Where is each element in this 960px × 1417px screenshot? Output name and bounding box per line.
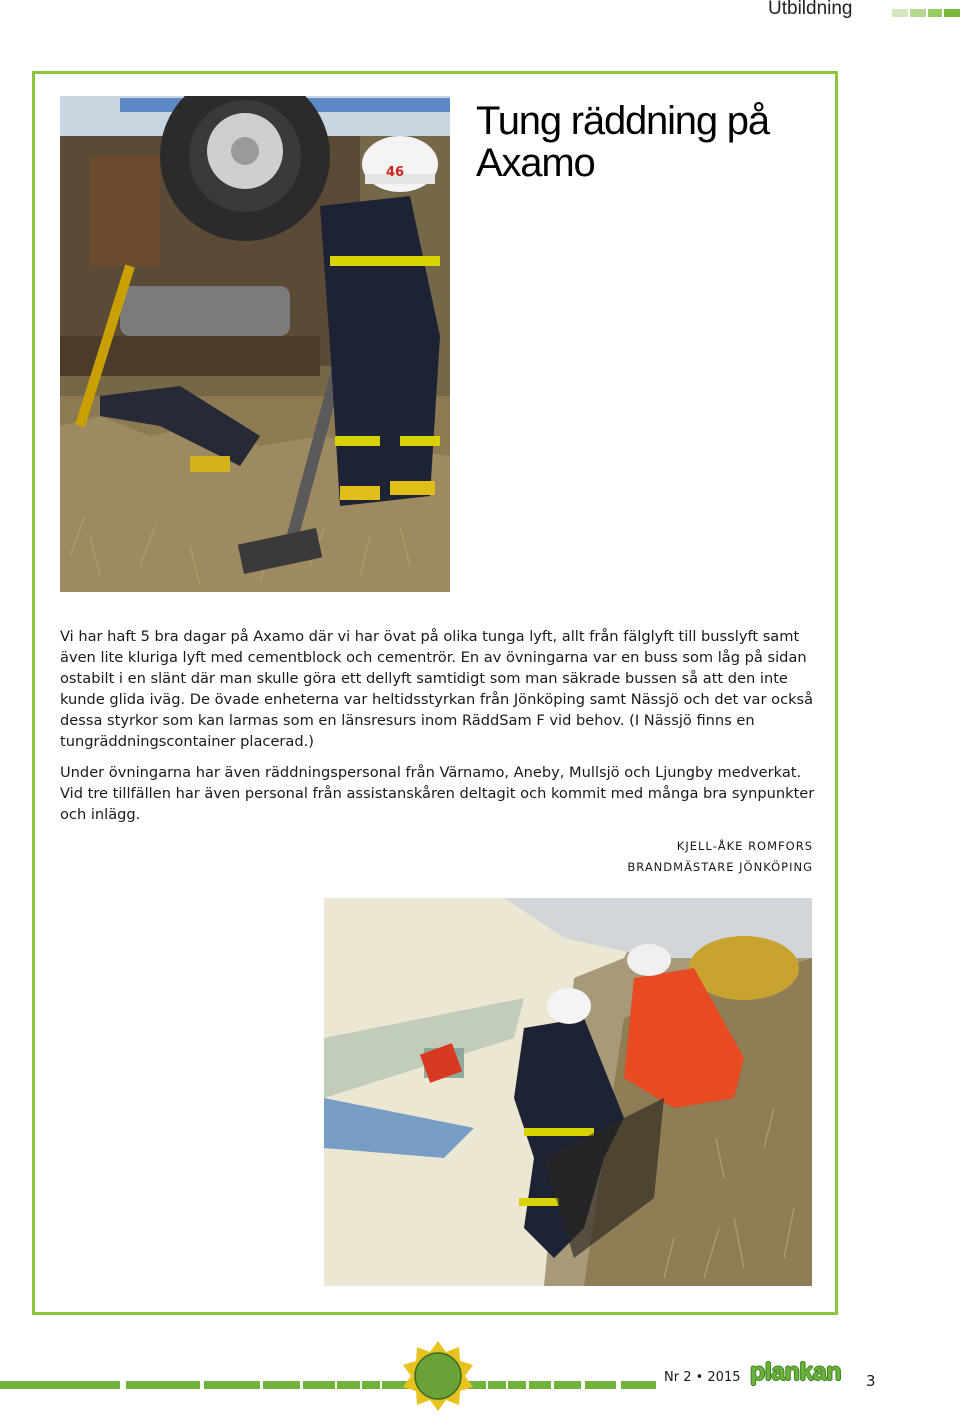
article-body bbox=[60, 626, 820, 835]
helmet-number: 46 bbox=[386, 165, 405, 180]
author-role: BRANDMÄSTARE JÖNKÖPING bbox=[627, 860, 813, 874]
article-paragraph-1: Vi har haft 5 bra dagar på Axamo där vi har övat på olika tunga lyft, allt från fälglyft till busslyft samt även lite kluriga lyft med cementblock och cementrör. En av övningarna var en buss som låg på sidan ostabilt i en slänt där man skulle göra ett dellyft samtidigt som man säkrade bussen så att den inte kunde glida iväg. De övade enheterna var heltidsstyrkan från Jönköping samt Nässjö och det var också dessa styrkor som kan larmas som en länsresurs inom RäddSam F vid behov. (I Nässjö finns en tungräddningscontainer placerad.) bbox=[60, 628, 814, 750]
article-title: Tung räddning på Axamo bbox=[476, 99, 769, 185]
byline bbox=[627, 836, 813, 878]
photo-bus-lift bbox=[60, 96, 450, 592]
author-name: KJELL-ÅKE ROMFORS bbox=[676, 839, 813, 853]
article-paragraph-2: Under övningarna har även räddningspersonal från Värnamo, Aneby, Mullsjö och Ljungby medverkat. Vid tre tillfällen har även personal från assistanskåren deltagit och kommit med många bra synpunkter och inlägg. bbox=[60, 764, 815, 823]
issue-label: Nr 2 • 2015 bbox=[664, 1370, 741, 1385]
raddsam-logo bbox=[402, 1340, 474, 1412]
magazine-logo: plankan bbox=[750, 1358, 841, 1386]
footer-stripe-right bbox=[466, 1374, 656, 1382]
section-label: Utbildning bbox=[768, 0, 853, 19]
footer-stripe-left bbox=[0, 1374, 418, 1382]
page-number: 3 bbox=[866, 1372, 876, 1390]
photo-overturned-bus bbox=[324, 898, 812, 1286]
header-accent-bars bbox=[892, 9, 960, 17]
